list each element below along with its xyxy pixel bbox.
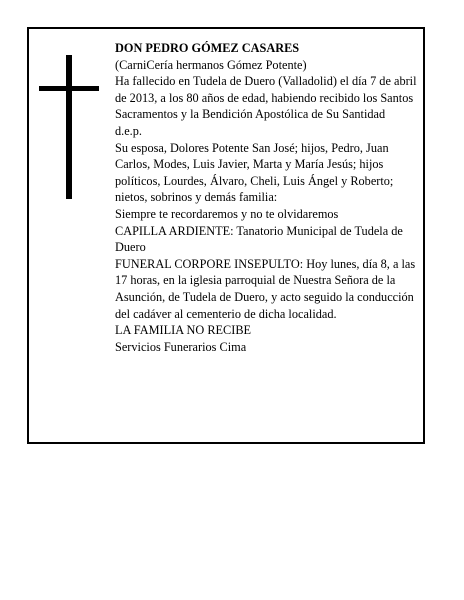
- notice-body: [115, 40, 423, 355]
- cross-horizontal-bar: [39, 86, 99, 91]
- notice-subtitle: (CarniCería hermanos Gómez Potente): [115, 57, 307, 72]
- death-announcement: Ha fallecido en Tudela de Duero (Valladolid) el día 7 de abril de 2013, a los 80 años de edad, habiendo recibido los Santos Sacramentos y la Bendición Apostólica de Su Santidad: [115, 74, 417, 122]
- remembrance-line: Siempre te recordaremos y no te olvidaremos: [115, 206, 339, 221]
- chapel-info: CAPILLA ARDIENTE: Tanatorio Municipal de Tudela de Duero: [115, 223, 403, 255]
- cross-icon: [39, 55, 99, 199]
- funeral-home: Servicios Funerarios Cima: [115, 339, 247, 354]
- family-list: Su esposa, Dolores Potente San José; hijos, Pedro, Juan Carlos, Modes, Luis Javier, Marta y María Jesús; hijos políticos, Lourdes, Álvaro, Cheli, Luis Ángel y Roberto; nietos, sobrinos y demás familia:: [115, 140, 394, 205]
- deceased-name: DON PEDRO GÓMEZ CASARES: [115, 41, 300, 55]
- family-note: LA FAMILIA NO RECIBE: [115, 323, 252, 338]
- rip-line: d.e.p.: [115, 123, 142, 138]
- obituary-notice: [27, 27, 425, 444]
- cross-vertical-bar: [66, 55, 72, 199]
- funeral-info: FUNERAL CORPORE INSEPULTO: Hoy lunes, día 8, a las 17 horas, en la iglesia parroquial de Nuestra Señora de la Asunción, de Tudela de Duero, y acto seguido la conducción del cadáver al cementerio de dicha localidad.: [115, 256, 416, 321]
